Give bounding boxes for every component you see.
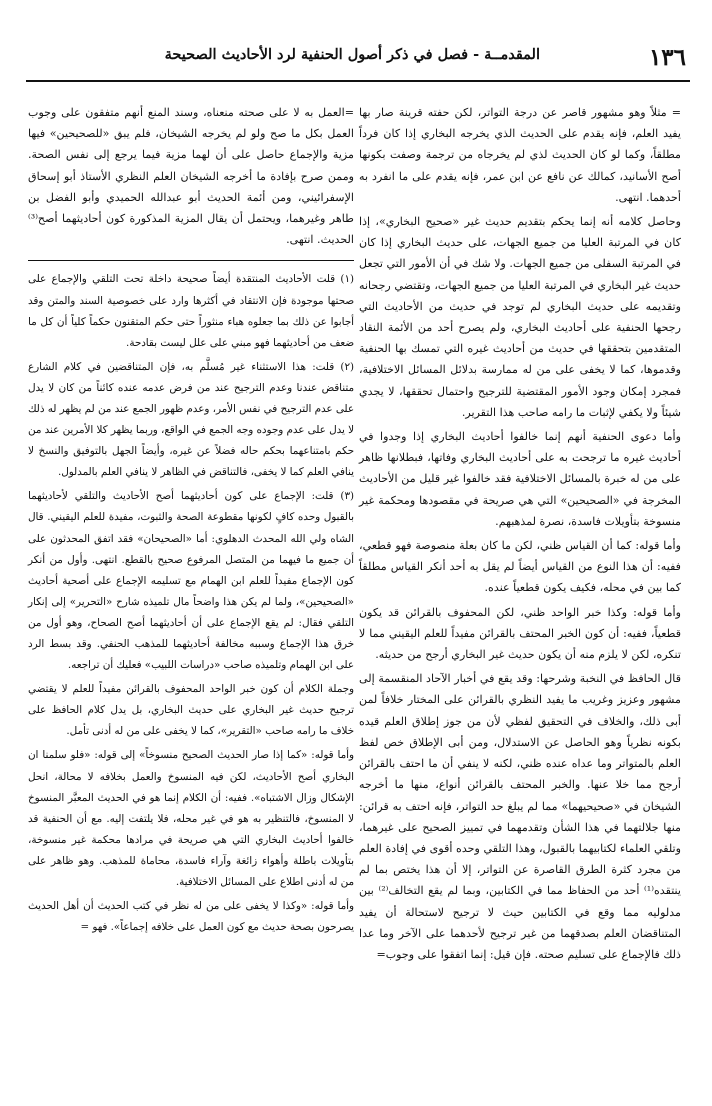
footnote: (٢) قلت: هذا الاستثناء غير مُسلَّم به، فإن المتناقضين في كلام الشارع متناقض عندنا وعدم الترجيح عند من فرض عدمه عنده كائناً من كان لا يدل على عدم الترجيح في نفس الأمر، وعدم ظهور الجمع عند من لم يظهر له ذلك لا يدل على عدم وجوده وجه الجمع في الواقع، وربما يظهر كلا الأمرين عند من حكم بامتناعهما بحكم حاله فضلاً عن غيره، وأيضاً الجهل بالتوفيق والنسخ لا ينافي العلم كما لا يخفى، فالتناقض في الظاهر لا ينافي العلم بالمدلول.	[28, 360, 354, 479]
body-paragraph: =العمل به لا على صحته منعناه، وسند المنع أنهم متفقون على وجوب العمل بكل ما صح ولو لم يخرجه الشيخان، فلم يبق «للصحيحين» فيها مزية والإجماع حاصل على أن لهما مزية فيما يرجع إلى نفس الصحة. وممن صرح بإفادة ما أخرجه الشيخان العلم النظري الأستاذ أبو إسحاق الإسفرائيني، ومن أئمة الحديث أبو عبدالله الحميدي وأبو الفضل بن طاهر وغيرهما، ويحتمل أن يقال المزية المذكورة كون أحاديثهما أصح⁽³⁾ الحديث. انتهى.	[28, 106, 354, 247]
body-paragraph: وأما دعوى الحنفية أنهم إنما خالفوا أحاديث البخاري إذا وجدوا في أحاديث غيره ما ترجحت به على أحاديث البخاري وفاتها، فبطلانها ظاهر على من له خبرة بالمسائل الاختلافية فقد خالفوا غير قليل من الأحاديث المخرجة في «الصحيحين» التي هي صريحة في مقصودها ومحكمة غير منسوخة بتأويلات فاسدة، نصرة لمذهبهم.	[359, 430, 681, 528]
body-paragraph: وأما قوله: «وكذا لا يخفى على من له نظر في كتب الحديث أن أهل الحديث يصرحون بصحة حديث مع كون العمل على خلافه إجماعاً». فهو =	[28, 900, 354, 934]
right-column	[359, 102, 681, 968]
body-paragraph: وجملة الكلام أن كون خبر الواحد المحفوف بالقرائن مفيداً للعلم لا يقتضي ترجيح حديث غير البخاري على حديث البخاري، بل يدل كلام الحافظ على خلاف ما رامه صاحب «التقرير»، كما لا يخفى على من له أدنى تأمل.	[28, 683, 354, 738]
body-paragraph: = مثلاً وهو مشهور قاصر عن درجة التواتر، لكن حفته قرينة صار بها يفيد العلم، فإنه يقدم على الحديث الذي يخرجه البخاري إذا كان فرداً مطلقاً، وكما لو كان الحديث لذي لم يخرجاه من ترجمة وصفت بكونها أصح الأسانيد، كمالك عن نافع عن ابن عمر، فإنه يقدم على ما انفرد به أحدهما. انتهى.	[359, 106, 681, 204]
footnote: (١) قلت الأحاديث المنتقدة أيضاً صحيحة داخلة تحت التلقي والإجماع على صحتها موجودة فإن الانتقاد في أكثرها وارد على خصوصية السند والمتن وقد أجابوا عن ذلك بما جعلوه هباء منثوراً حتى حكم المتقنون حكماً كلياً أن كل ما ضعف من أحاديثهما فهو مبني على علل ليست بقادحة.	[28, 273, 354, 349]
body-paragraph: قال الحافظ في النخبة وشرحها: وقد يقع في أخبار الآحاد المنقسمة إلى مشهور وعزيز وغريب ما يفيد النظري بالقرائن على المختار خلافاً لمن أبى ذلك، والخلاف في التحقيق لفظي لأن من جوز إطلاق العلم قيده بكونه نظرياً وهو الحاصل عن الاستدلال، ومن أبى الإطلاق خص لفظ العلم بالمتواتر وما عداه عنده ظني، لكنه لا ينفي أن ما احتف بالقرائن أرجح مما خلا عنها. والخبر المحتف بالقرائن أنواع، منها ما أخرجه الشيخان في «صحيحيهما» مما لم يبلغ حد التواتر، فإنه احتف به قرائن: منها جلالتهما في هذا الشأن وتقدمهما في تمييز الصحيح على غيرهما، وتلقي العلماء لكتابيهما بالقبول، وهذا التلقي وحده أقوى في إفادة العلم من مجرد كثرة الطرق القاصرة عن التواتر، إلا أن هذا يختص بما لم ينتقده⁽¹⁾ أحد من الحفاظ مما في الكتابين، وبما لم يقع التخالف⁽²⁾ بين مدلوليه مما وقع في الكتابين حيث لا ترجيح لاستحالة أن يفيد المتناقضان العلم بصدقهما من غير ترجيح لأحدهما على الآخر وما عدا ذلك فالإجماع على تسليم صحته. فإن قيل: إنما اتفقوا على وجوب=	[359, 672, 681, 961]
body-paragraph: وأما قوله: كما أن القياس ظني، لكن ما كان بعلة منصوصة فهو قطعي، ففيه: أن هذا النوع من القياس أيضاً لم يقل به أحد أنكر القياس مطلقاً كما بين في محله، فكيف يكون قطعياً عنده.	[359, 539, 681, 595]
footnote-separator	[28, 260, 354, 261]
page-number: ١٣٦	[648, 44, 686, 71]
left-column	[28, 102, 354, 941]
body-paragraph: وأما قوله: «كما إذا صار الحديث الصحيح منسوخاً» إلى قوله: «فلو سلمنا ان البخاري أصح الأحاديث، لكن فيه المنسوخ والعمل بخلافه لا محالة، انحل الإشكال وزال الاشتباه». ففيه: أن الكلام إنما هو في الحديث المعبَّر المنسوخ لا المنسوخ، فالتنظير به هو في غير محله، فلا يلتفت إليه. مع أن الحنفية قد خالفوا أحاديث البخاري التي هي صريحة في مرادها محكمة غير منسوخة، بتأويلات باطلة وأهواء زائغة وآراء فاسدة، محاماة للمذهب. وهو ظاهر على من له أدنى اطلاع على المسائل الاختلافية.	[28, 749, 354, 889]
header-rule	[26, 80, 690, 82]
running-head	[26, 34, 690, 74]
footnote: (٣) قلت: الإجماع على كون أحاديثهما أصح الأحاديث والتلقي لأحاديثهما بالقبول وحده كافٍ لكونها مقطوعة الصحة والثبوت، مفيدة للعلم اليقيني. قال الشاه ولي الله المحدث الدهلوي: أما «الصحيحان» فقد اتفق المحدثون على أن جميع ما فيهما من المتصل المرفوع صحيح بالقطع. انتهى. وأول من أنكر كون الإجماع مفيداً للعلم ابن الهمام مع تسليمه الإجماع على أصحية أحاديث «الصحيحين»، ولما لم يكن هذا واضحاً مال تلميذه شارح «التحرير» إلى إنكار التلقي فقال: لم يقع الإجماع على أن أحاديثهما أصح الصحاح، وهو أول من خرق هذا الإجماع وسببه مخالفة أحاديثهما للمذهب الحنفي. وقد بسط الرد على ابن الهمام وتلميذه صاحب «دراسات اللبيب» فعليك أن تراجعه.	[28, 490, 354, 672]
running-title: المقدمــة - فصل في ذكر أصول الحنفية لرد الأحاديث الصحيحة	[164, 46, 540, 63]
body-paragraph: وحاصل كلامه أنه إنما يحكم بتقديم حديث غير «صحيح البخاري»، إذا كان في المرتبة العليا من جميع الجهات، على حديث البخاري إذا كان في المرتبة السفلى من جميع الجهات. ولا شك في أن الأمور التي تجعل حديث غير البخاري في المرتبة العليا من جميع الجهات، وتقتضي رجحانه وتقديمه على حديث البخاري لم توجد في حديث من الأحاديث التي رجحها الحنفية على أحاديث البخاري، ولم يصرح أحد من الأئمة النقاد المتقدمين بتحققها في حديث من أحاديث غيره التي تمسك بها الحنفية وقدموها، كما لا يخفى على من له ممارسة بدلائل المسائل الاختلافية، فمجرد إمكان وجود الأمور المقتضية للترجيح واحتمال تحققها، لا يجدي شيئاً ولا يكفي لإثبات ما رامه صاحب هذا التقرير.	[359, 215, 681, 419]
body-paragraph: وأما قوله: وكذا خبر الواحد ظني، لكن المحفوف بالقرائن قد يكون قطعياً، ففيه: أن كون الخبر المحتف بالقرائن مفيداً للعلم اليقيني مما لا تنكره، لكن لا يلزم منه أن يكون حديث غير البخاري أرجح من حديثه.	[359, 605, 681, 662]
